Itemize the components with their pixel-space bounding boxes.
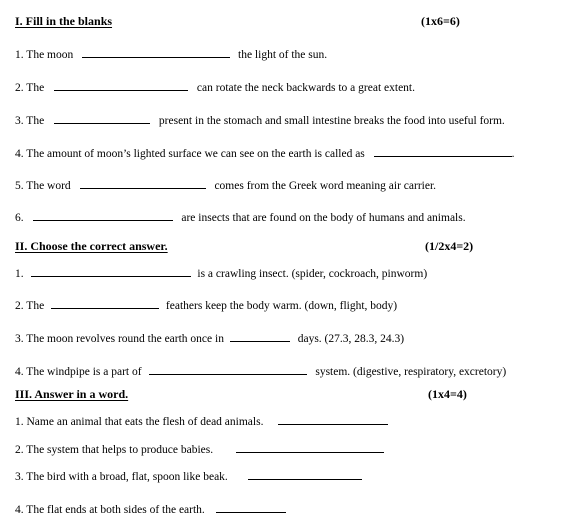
s1-q6-text-after: are insects that are found on the body of humans and animals. xyxy=(181,212,466,224)
s2-q4-text-before: 4. The windpipe is a part of xyxy=(15,366,142,378)
s3-q3-text: 3. The bird with a broad, flat, spoon like beak. xyxy=(15,471,228,483)
section-2-marks: (1/2x4=2) xyxy=(425,239,474,253)
s1-q5-blank[interactable] xyxy=(80,178,206,189)
section-3-title: III. Answer in a word. xyxy=(15,387,129,401)
s1-q5-text-before: 5. The word xyxy=(15,180,71,192)
section-1-marks: (1x6=6) xyxy=(421,14,460,28)
s1-question-6 xyxy=(15,210,466,225)
s1-q4-text-before: 4. The amount of moon’s lighted surface we can see on the earth is called as xyxy=(15,148,365,160)
s3-q4-text: 4. The flat ends at both sides of the earth. xyxy=(15,504,205,516)
s1-q2-text-before: 2. The xyxy=(15,82,45,94)
s2-q2-text-before: 2. The xyxy=(15,300,45,312)
s2-q2-blank[interactable] xyxy=(51,298,159,309)
s1-q4-text-after: . xyxy=(511,148,515,160)
s2-question-3 xyxy=(15,331,404,346)
s1-q2-text-after: can rotate the neck backwards to a great extent. xyxy=(196,82,415,94)
s1-question-1 xyxy=(15,47,327,62)
section-3-marks: (1x4=4) xyxy=(428,387,467,401)
s3-q2-blank[interactable] xyxy=(236,442,384,453)
s3-q1-text: 1. Name an animal that eats the flesh of dead animals. xyxy=(15,416,264,428)
s1-q1-blank[interactable] xyxy=(82,47,230,58)
s1-q3-blank[interactable] xyxy=(54,113,150,124)
s2-q3-text-after: days. (27.3, 28.3, 24.3) xyxy=(297,333,405,345)
s1-question-4 xyxy=(15,146,515,161)
s2-q3-blank[interactable] xyxy=(230,331,290,342)
s2-q3-text-before: 3. The moon revolves round the earth once in xyxy=(15,333,224,345)
section-1-title: I. Fill in the blanks xyxy=(15,14,113,28)
s1-q3-text-after: present in the stomach and small intestine breaks the food into useful form. xyxy=(158,115,505,127)
s2-q1-text-before: 1. xyxy=(15,268,24,280)
s1-q4-blank[interactable] xyxy=(374,146,512,157)
s3-question-2 xyxy=(15,442,384,457)
s1-question-5 xyxy=(15,178,436,193)
s2-question-4 xyxy=(15,364,506,379)
s1-q1-text-before: 1. The moon xyxy=(15,49,74,61)
s3-q1-blank[interactable] xyxy=(278,414,388,425)
s1-q2-blank[interactable] xyxy=(54,80,188,91)
s2-question-2 xyxy=(15,298,397,313)
section-2-title: II. Choose the correct answer. xyxy=(15,239,168,253)
s1-question-3 xyxy=(15,113,505,128)
s1-q6-text-before: 6. xyxy=(15,212,24,224)
s2-q1-text-after: is a crawling insect. (spider, cockroach, pinworm) xyxy=(197,268,428,280)
s3-question-1 xyxy=(15,414,388,429)
section-3-heading xyxy=(15,387,128,401)
s3-question-4 xyxy=(15,502,286,517)
s1-q1-text-after: the light of the sun. xyxy=(238,49,328,61)
s2-q4-blank[interactable] xyxy=(149,364,307,375)
s3-q2-text: 2. The system that helps to produce babies. xyxy=(15,444,214,456)
section-2-heading xyxy=(15,239,168,253)
s1-q3-text-before: 3. The xyxy=(15,115,45,127)
s2-q1-blank[interactable] xyxy=(31,266,191,277)
s1-question-2 xyxy=(15,80,415,95)
s1-q5-text-after: comes from the Greek word meaning air carrier. xyxy=(214,180,437,192)
s2-question-1 xyxy=(15,266,427,281)
s3-q4-blank[interactable] xyxy=(216,502,286,513)
section-1-heading xyxy=(15,14,112,28)
s3-question-3 xyxy=(15,469,362,484)
s2-q2-text-after: feathers keep the body warm. (down, flight, body) xyxy=(165,300,398,312)
s2-q4-text-after: system. (digestive, respiratory, excretory) xyxy=(315,366,507,378)
s3-q3-blank[interactable] xyxy=(248,469,362,480)
s1-q6-blank[interactable] xyxy=(33,210,173,221)
